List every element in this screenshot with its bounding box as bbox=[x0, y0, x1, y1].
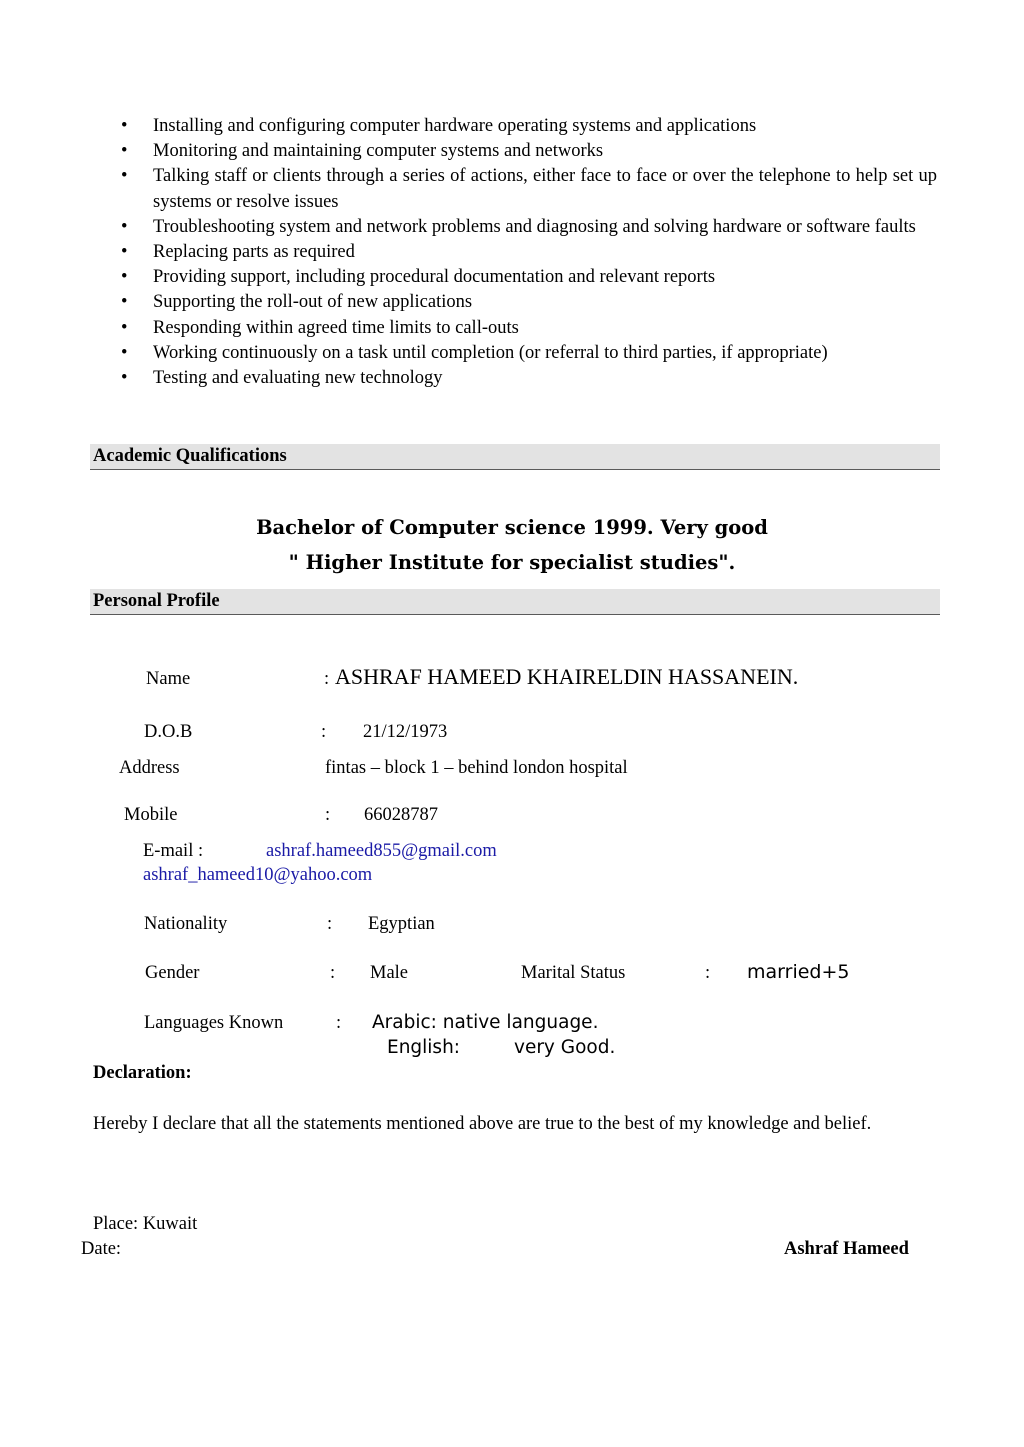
email-link-gmail[interactable]: ashraf.hameed855@gmail.com bbox=[266, 841, 497, 861]
list-item: • Monitoring and maintaining computer systems and networks bbox=[0, 139, 937, 164]
marital-value: married+5 bbox=[747, 961, 850, 983]
bullet-icon: • bbox=[121, 141, 128, 162]
dob-label: D.O.B bbox=[144, 722, 193, 742]
list-item: • Providing support, including procedural documentation and relevant reports bbox=[0, 265, 937, 290]
profile-section-header bbox=[90, 589, 940, 615]
marital-colon: : bbox=[705, 963, 711, 983]
bullet-icon: • bbox=[121, 267, 128, 288]
list-item: • Working continuously on a task until completion (or referral to third parties, if appropriate) bbox=[0, 341, 937, 366]
gender-colon: : bbox=[330, 963, 336, 983]
languages-label: Languages Known bbox=[144, 1013, 284, 1033]
language-arabic: Arabic: native language. bbox=[372, 1012, 599, 1033]
bullet-icon: • bbox=[121, 166, 128, 187]
address-value: fintas – block 1 – behind london hospital bbox=[325, 758, 628, 778]
nationality-value: Egyptian bbox=[368, 914, 435, 934]
marital-label: Marital Status bbox=[521, 963, 626, 983]
list-item: • Replacing parts as required bbox=[0, 240, 937, 265]
section-title: Personal Profile bbox=[93, 591, 220, 611]
list-item: • Installing and configuring computer hardware operating systems and applications bbox=[0, 114, 937, 139]
degree-line: Bachelor of Computer science 1999. Very good bbox=[256, 516, 768, 539]
dob-value: 21/12/1973 bbox=[363, 722, 448, 742]
mobile-colon: : bbox=[325, 805, 331, 825]
gender-label: Gender bbox=[145, 963, 200, 983]
gender-value: Male bbox=[370, 963, 409, 983]
date: Date: bbox=[81, 1239, 122, 1259]
bullet-icon: • bbox=[121, 342, 128, 363]
name-colon: : bbox=[324, 669, 330, 689]
section-title: Academic Qualifications bbox=[93, 446, 287, 466]
list-item: • Responding within agreed time limits to call-outs bbox=[0, 316, 937, 341]
bullet-icon: • bbox=[121, 317, 128, 338]
mobile-label: Mobile bbox=[124, 805, 178, 825]
nationality-label: Nationality bbox=[144, 914, 228, 934]
institute-line: " Higher Institute for specialist studies". bbox=[288, 551, 736, 574]
mobile-value: 66028787 bbox=[364, 805, 438, 825]
list-item: • Talking staff or clients through a series of actions, either face to face or over the telephone to help set up systems or resolve issues bbox=[121, 166, 937, 212]
declaration-heading: Declaration: bbox=[93, 1063, 192, 1083]
language-english-name: English: bbox=[387, 1037, 461, 1058]
list-item: • Troubleshooting system and network problems and diagnosing and solving hardware or software faults bbox=[0, 215, 937, 240]
bullet-icon: • bbox=[121, 368, 128, 389]
bullet-icon: • bbox=[121, 216, 128, 237]
academic-section-header bbox=[90, 444, 940, 470]
bullet-icon: • bbox=[121, 242, 128, 263]
list-item: • Supporting the roll-out of new applications bbox=[0, 290, 937, 315]
language-english-level: very Good. bbox=[514, 1037, 616, 1058]
address-label: Address bbox=[119, 758, 180, 778]
duties-list bbox=[0, 114, 1024, 391]
name-value: ASHRAF HAMEED KHAIRELDIN HASSANEIN. bbox=[335, 664, 799, 689]
email-link-yahoo[interactable]: ashraf_hameed10@yahoo.com bbox=[143, 865, 373, 885]
nationality-colon: : bbox=[327, 914, 333, 934]
signature-name: Ashraf Hameed bbox=[784, 1239, 909, 1259]
place: Place: Kuwait bbox=[93, 1214, 198, 1234]
languages-colon: : bbox=[336, 1013, 342, 1033]
declaration-body: Hereby I declare that all the statements mentioned above are true to the best of my knowledge and belief. bbox=[93, 1114, 872, 1134]
bullet-icon: • bbox=[121, 292, 128, 313]
bullet-icon: • bbox=[121, 116, 128, 136]
email-label: E-mail : bbox=[143, 841, 204, 861]
dob-colon: : bbox=[321, 722, 327, 742]
name-label: Name bbox=[146, 669, 191, 689]
list-item: • Testing and evaluating new technology bbox=[0, 366, 937, 391]
